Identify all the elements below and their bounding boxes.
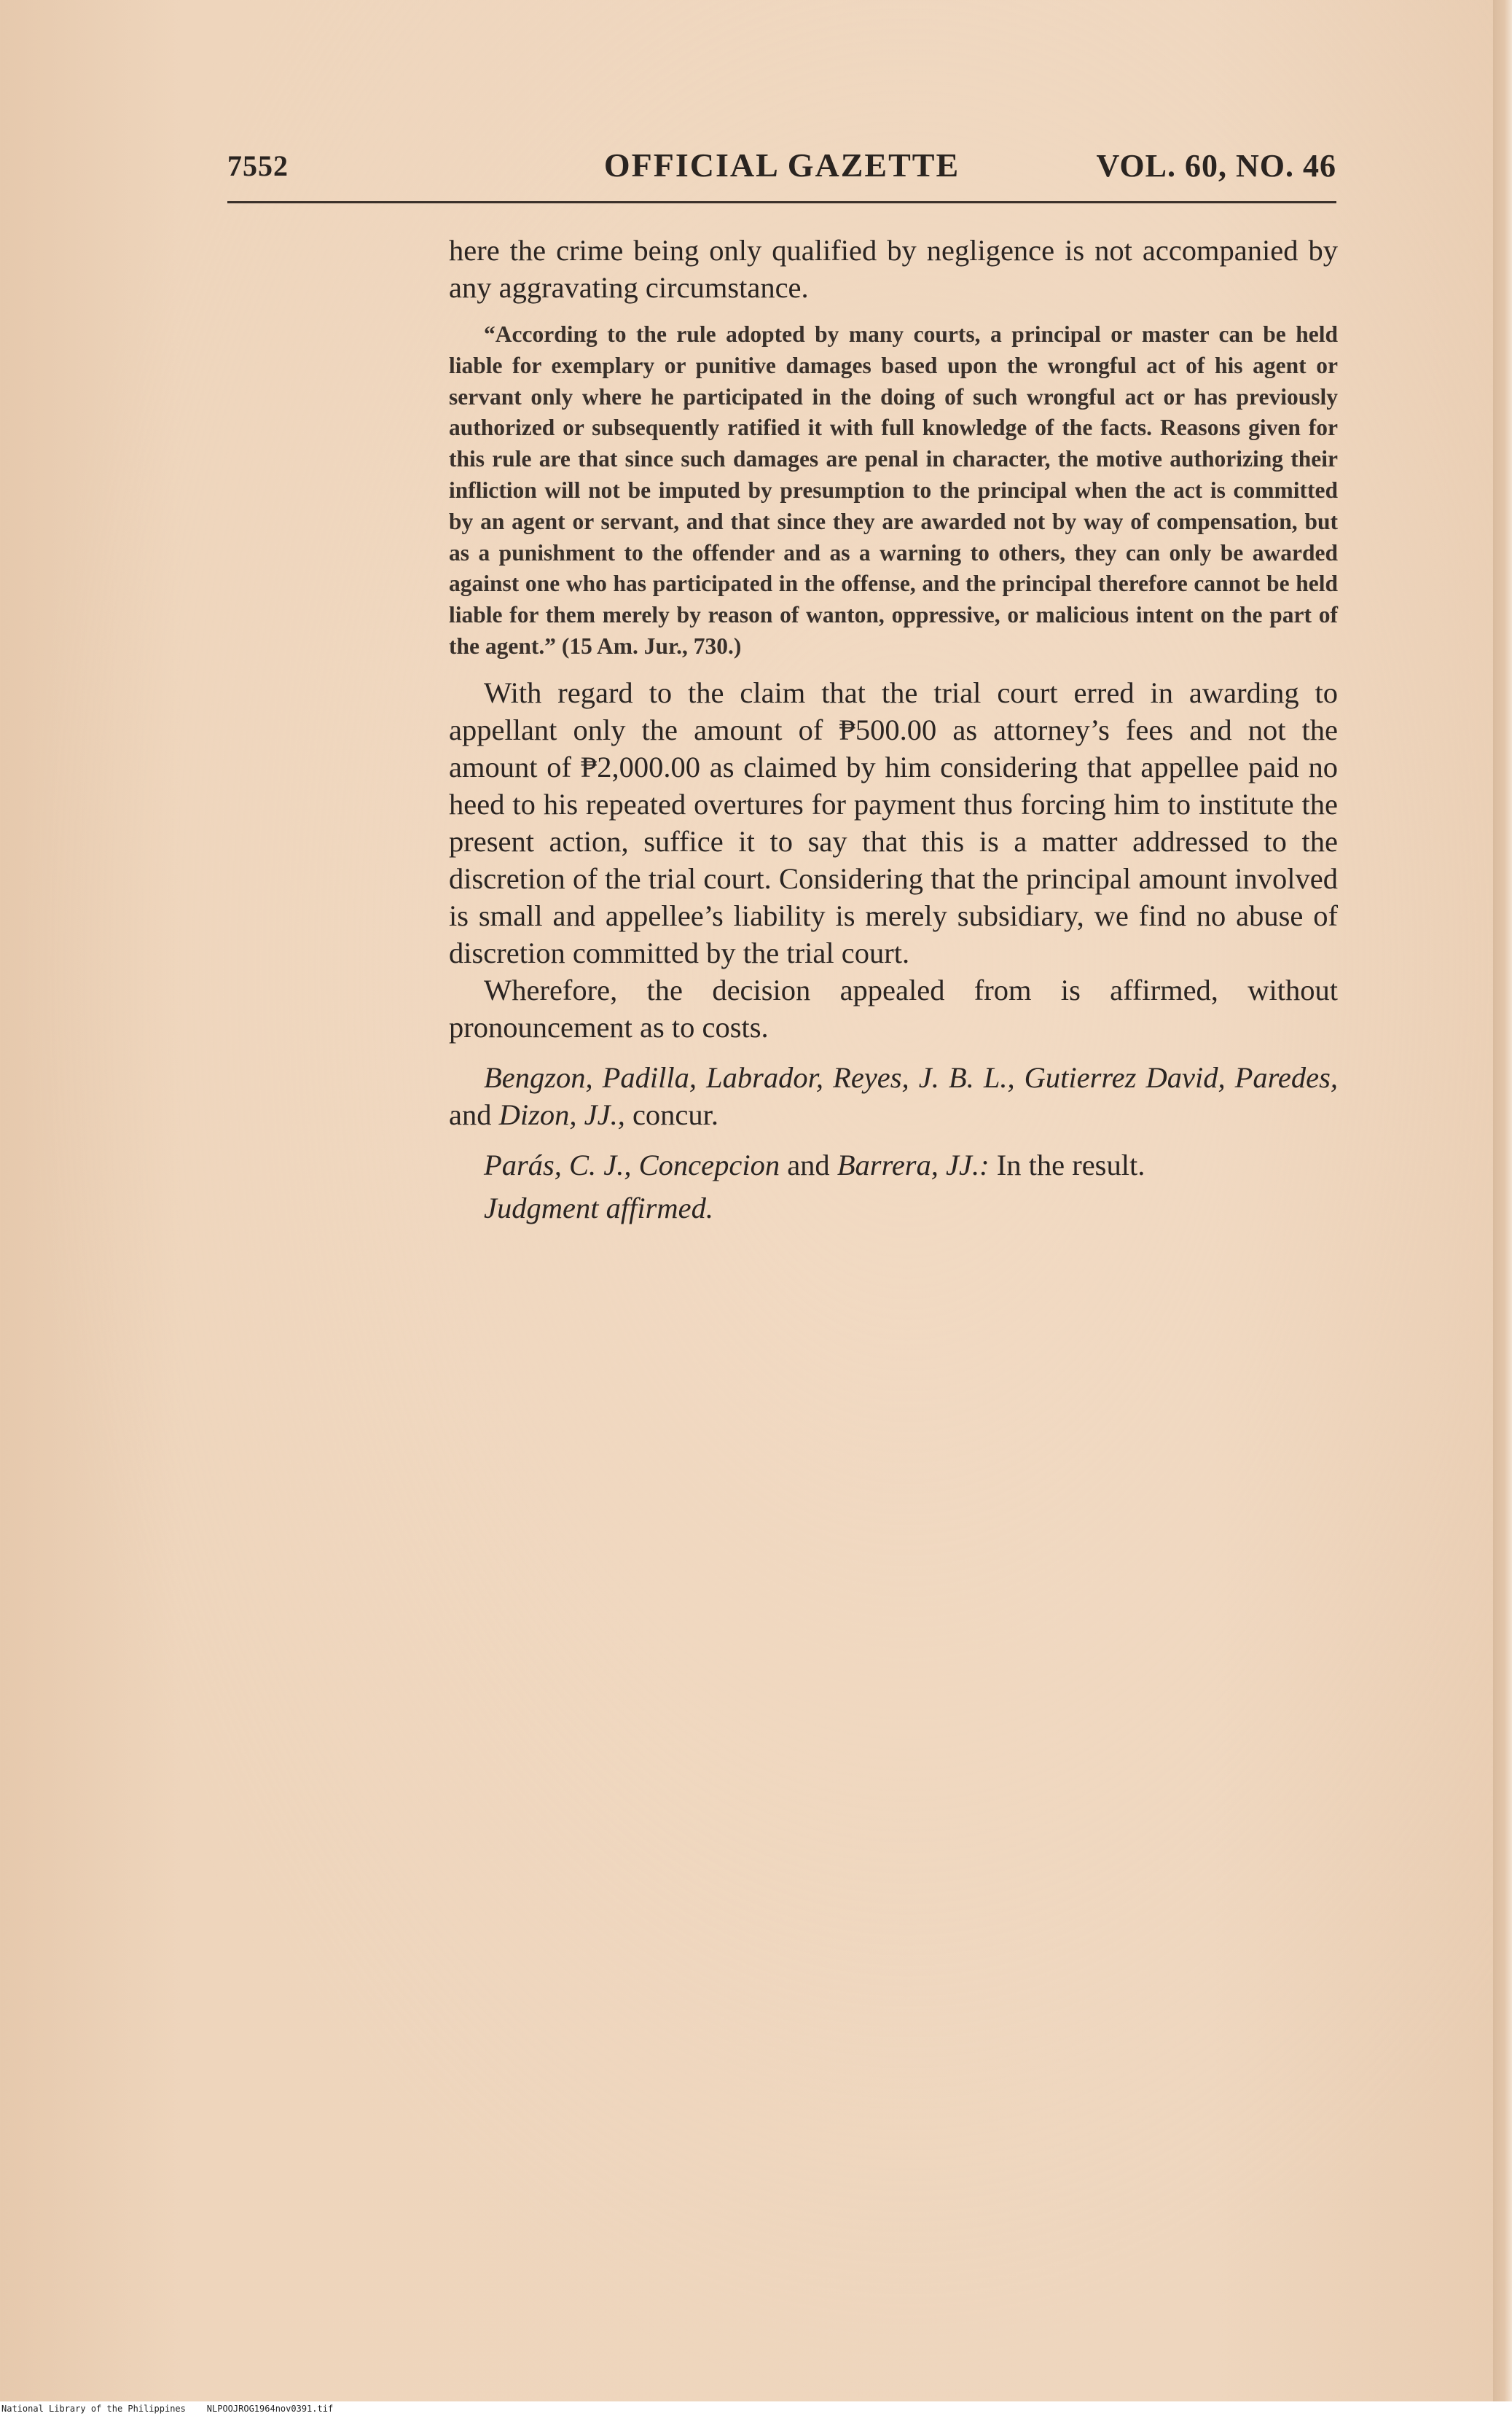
result-justices-last: Barrera, JJ.:: [837, 1148, 990, 1181]
result-text: In the result.: [996, 1148, 1145, 1181]
result-line: [449, 1146, 1338, 1184]
volume-number: VOL. 60, NO. 46: [1096, 148, 1336, 184]
concurring-justices-last: Dizon, JJ.,: [498, 1098, 625, 1131]
result-justices: Parás, C. J., Concepcion: [484, 1148, 780, 1181]
opening-paragraph: here the crime being only qualified by negligence is not accompanied by any aggravating circumstance.: [449, 234, 1338, 304]
publication-title: OFFICIAL GAZETTE: [603, 146, 960, 184]
result-and: and: [787, 1148, 830, 1181]
page-number: 7552: [227, 149, 289, 182]
page-edge: [1493, 0, 1512, 2401]
article-body: [449, 232, 1338, 1227]
concur-word: concur.: [632, 1098, 719, 1131]
concurring-justices: Bengzon, Padilla, Labrador, Reyes, J. B. L., Gutierrez David, Paredes,: [484, 1060, 1338, 1094]
footer-file: NLPOOJROG1964nov0391.tif: [206, 2404, 334, 2414]
concurrence-and: and: [449, 1098, 492, 1131]
block-quote: “According to the rule adopted by many courts, a principal or master can be held liable for exemplary or punitive damages based upon the wrongful act of his agent or servant only where he participated in the doing of such wrongful act or has previously authorized or subsequently ratified it with full knowledge of the facts. Reasons given for this rule are that since such damages are penal in character, the motive authorizing their infliction will not be imputed by presumption to the principal when the act is committed by an agent or servant, and that since they are awarded not by way of compensation, but as a punishment to the offender and as a warning to others, they can only be awarded against one who has participated in the offense, and the principal therefore cannot be held liable for them merely by reason of wanton, oppressive, or malicious intent on the part of the agent.” (15 Am. Jur., 730.): [449, 321, 1338, 659]
scan-footer: [0, 2401, 1512, 2416]
footer-library: National Library of the Philippines: [1, 2404, 186, 2414]
concurrence-line: [449, 1059, 1338, 1133]
wherefore-paragraph: Wherefore, the decision appealed from is affirmed, without pronouncement as to costs.: [449, 973, 1338, 1044]
fees-paragraph: With regard to the claim that the trial court erred in awarding to appellant only the amount of ₱500.00 as attorney’s fees and not the amount of ₱2,000.00 as claimed by him considering that appellee paid no heed to his repeated overtures for payment thus forcing him to institute the present action, suffice it to say that this is a matter addressed to the discretion of the trial court. Considering that the principal amount involved is small and appellee’s liability is merely subsidiary, we find no abuse of discretion committed by the trial court.: [449, 676, 1338, 969]
judgment-text: Judgment affirmed.: [484, 1191, 713, 1224]
judgment-line: [449, 1189, 1338, 1227]
page-header: [227, 146, 1336, 189]
header-rule: [227, 201, 1336, 203]
